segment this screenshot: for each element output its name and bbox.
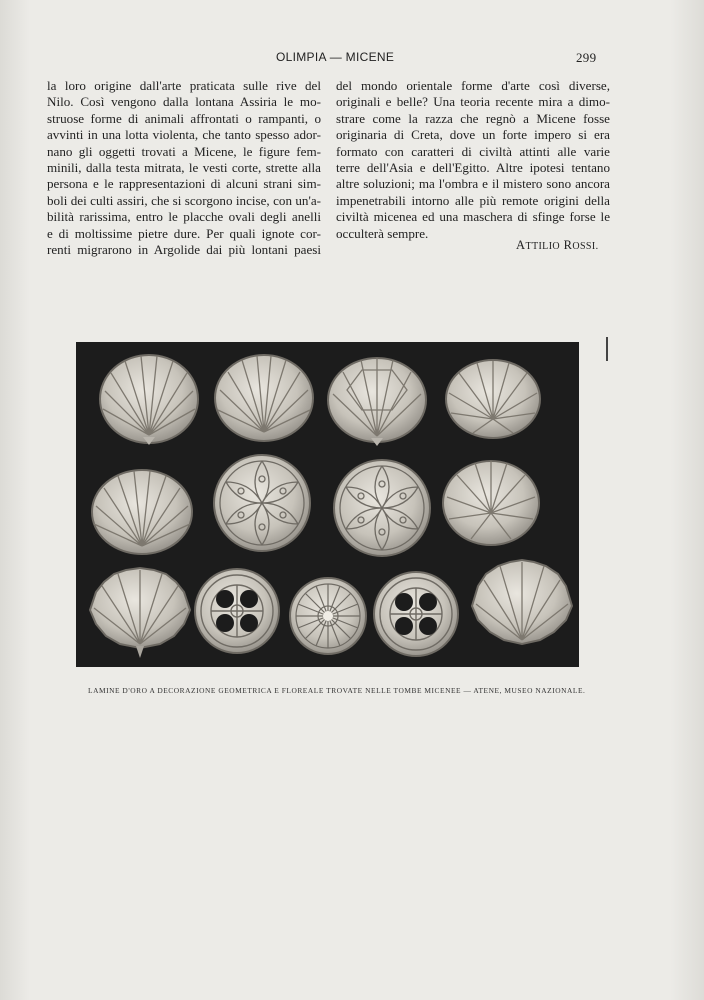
plaque-leaf xyxy=(92,470,192,554)
plaque-spiral-wheel xyxy=(195,569,279,653)
text-column-right xyxy=(336,78,610,242)
running-title: OLIMPIA — MICENE xyxy=(276,50,395,64)
text-line: minili, dalla testa mitrata, le vesti corte, strette alla xyxy=(47,160,321,176)
text-line: persona e le rappresentazioni di alcuni strani sim- xyxy=(47,176,321,192)
margin-mark xyxy=(606,337,608,361)
text-line: formato con caratteri di civiltà attinti alle varie xyxy=(336,143,610,159)
text-column-left xyxy=(47,78,321,258)
signature-smallcaps: TTILIO xyxy=(525,241,561,252)
text-line: bilità rarissima, entro le placche ovali degli anelli xyxy=(47,209,321,225)
text-line: strare come la razza che regnò a Micene fosse xyxy=(336,110,610,126)
plaque-rosette xyxy=(334,460,430,556)
author-signature xyxy=(516,238,599,253)
plaques-illustration xyxy=(76,342,579,667)
text-line: la loro origine dall'arte praticata sulle rive del xyxy=(47,78,321,93)
text-line: Nilo. Così vengono dalla lontana Assiria le mo- xyxy=(47,94,321,110)
page-number: 299 xyxy=(576,50,597,65)
text-line: struose forme di animali affrontati o rampanti, o xyxy=(47,110,321,126)
plaque-rosette xyxy=(214,455,310,551)
text-line: nano gli oggetti trovati a Micene, le figure fem- xyxy=(47,143,321,159)
signature-smallcaps: OSSI. xyxy=(572,241,599,252)
text-line: occulterà sempre. xyxy=(336,225,429,241)
plaque-daisy xyxy=(290,578,366,654)
figure-caption: LAMINE D'ORO A DECORAZIONE GEOMETRICA E FLOREALE TROVATE NELLE TOMBE MICENEE — ATENE, MUSEO NAZIONALE. xyxy=(88,686,586,695)
text-line: originaria di Creta, dove un forte impero si era xyxy=(336,127,610,143)
text-line: del mondo orientale forme d'arte così diverse, xyxy=(336,78,610,93)
text-line: avvinti in una lotta violenta, che tanto spesso ador- xyxy=(47,127,321,143)
text-line: originali e belle? Una teoria recente mira a dimo- xyxy=(336,94,610,110)
plaque-leaf xyxy=(446,360,540,438)
text-line: renti migrarono in Argolide dai più lontani paesi xyxy=(47,242,321,258)
plaque-leaf xyxy=(443,461,539,545)
signature-initial: A xyxy=(516,238,526,252)
text-line: altre soluzioni; ma l'ombra e il mistero sono ancora xyxy=(336,176,610,192)
plaque-leaf xyxy=(215,355,313,441)
signature-initial: R xyxy=(563,238,573,252)
plaque-leaf xyxy=(100,355,198,445)
text-line: e di moltissime pietre dure. Per quali ignote cor- xyxy=(47,225,321,241)
text-line: boli dei culti assiri, che si scorgono incise, con un'a- xyxy=(47,192,321,208)
text-line: terre dell'Asia e dell'Egitto. Altre ipotesi tentano xyxy=(336,160,610,176)
gold-plaques-photograph xyxy=(76,342,579,667)
text-line: civiltà micenea ed una maschera di sfinge forse le xyxy=(336,209,610,225)
plaque-spiral-wheel xyxy=(374,572,458,656)
text-line: impenetrabili intorno alle più remote origini della xyxy=(336,192,610,208)
